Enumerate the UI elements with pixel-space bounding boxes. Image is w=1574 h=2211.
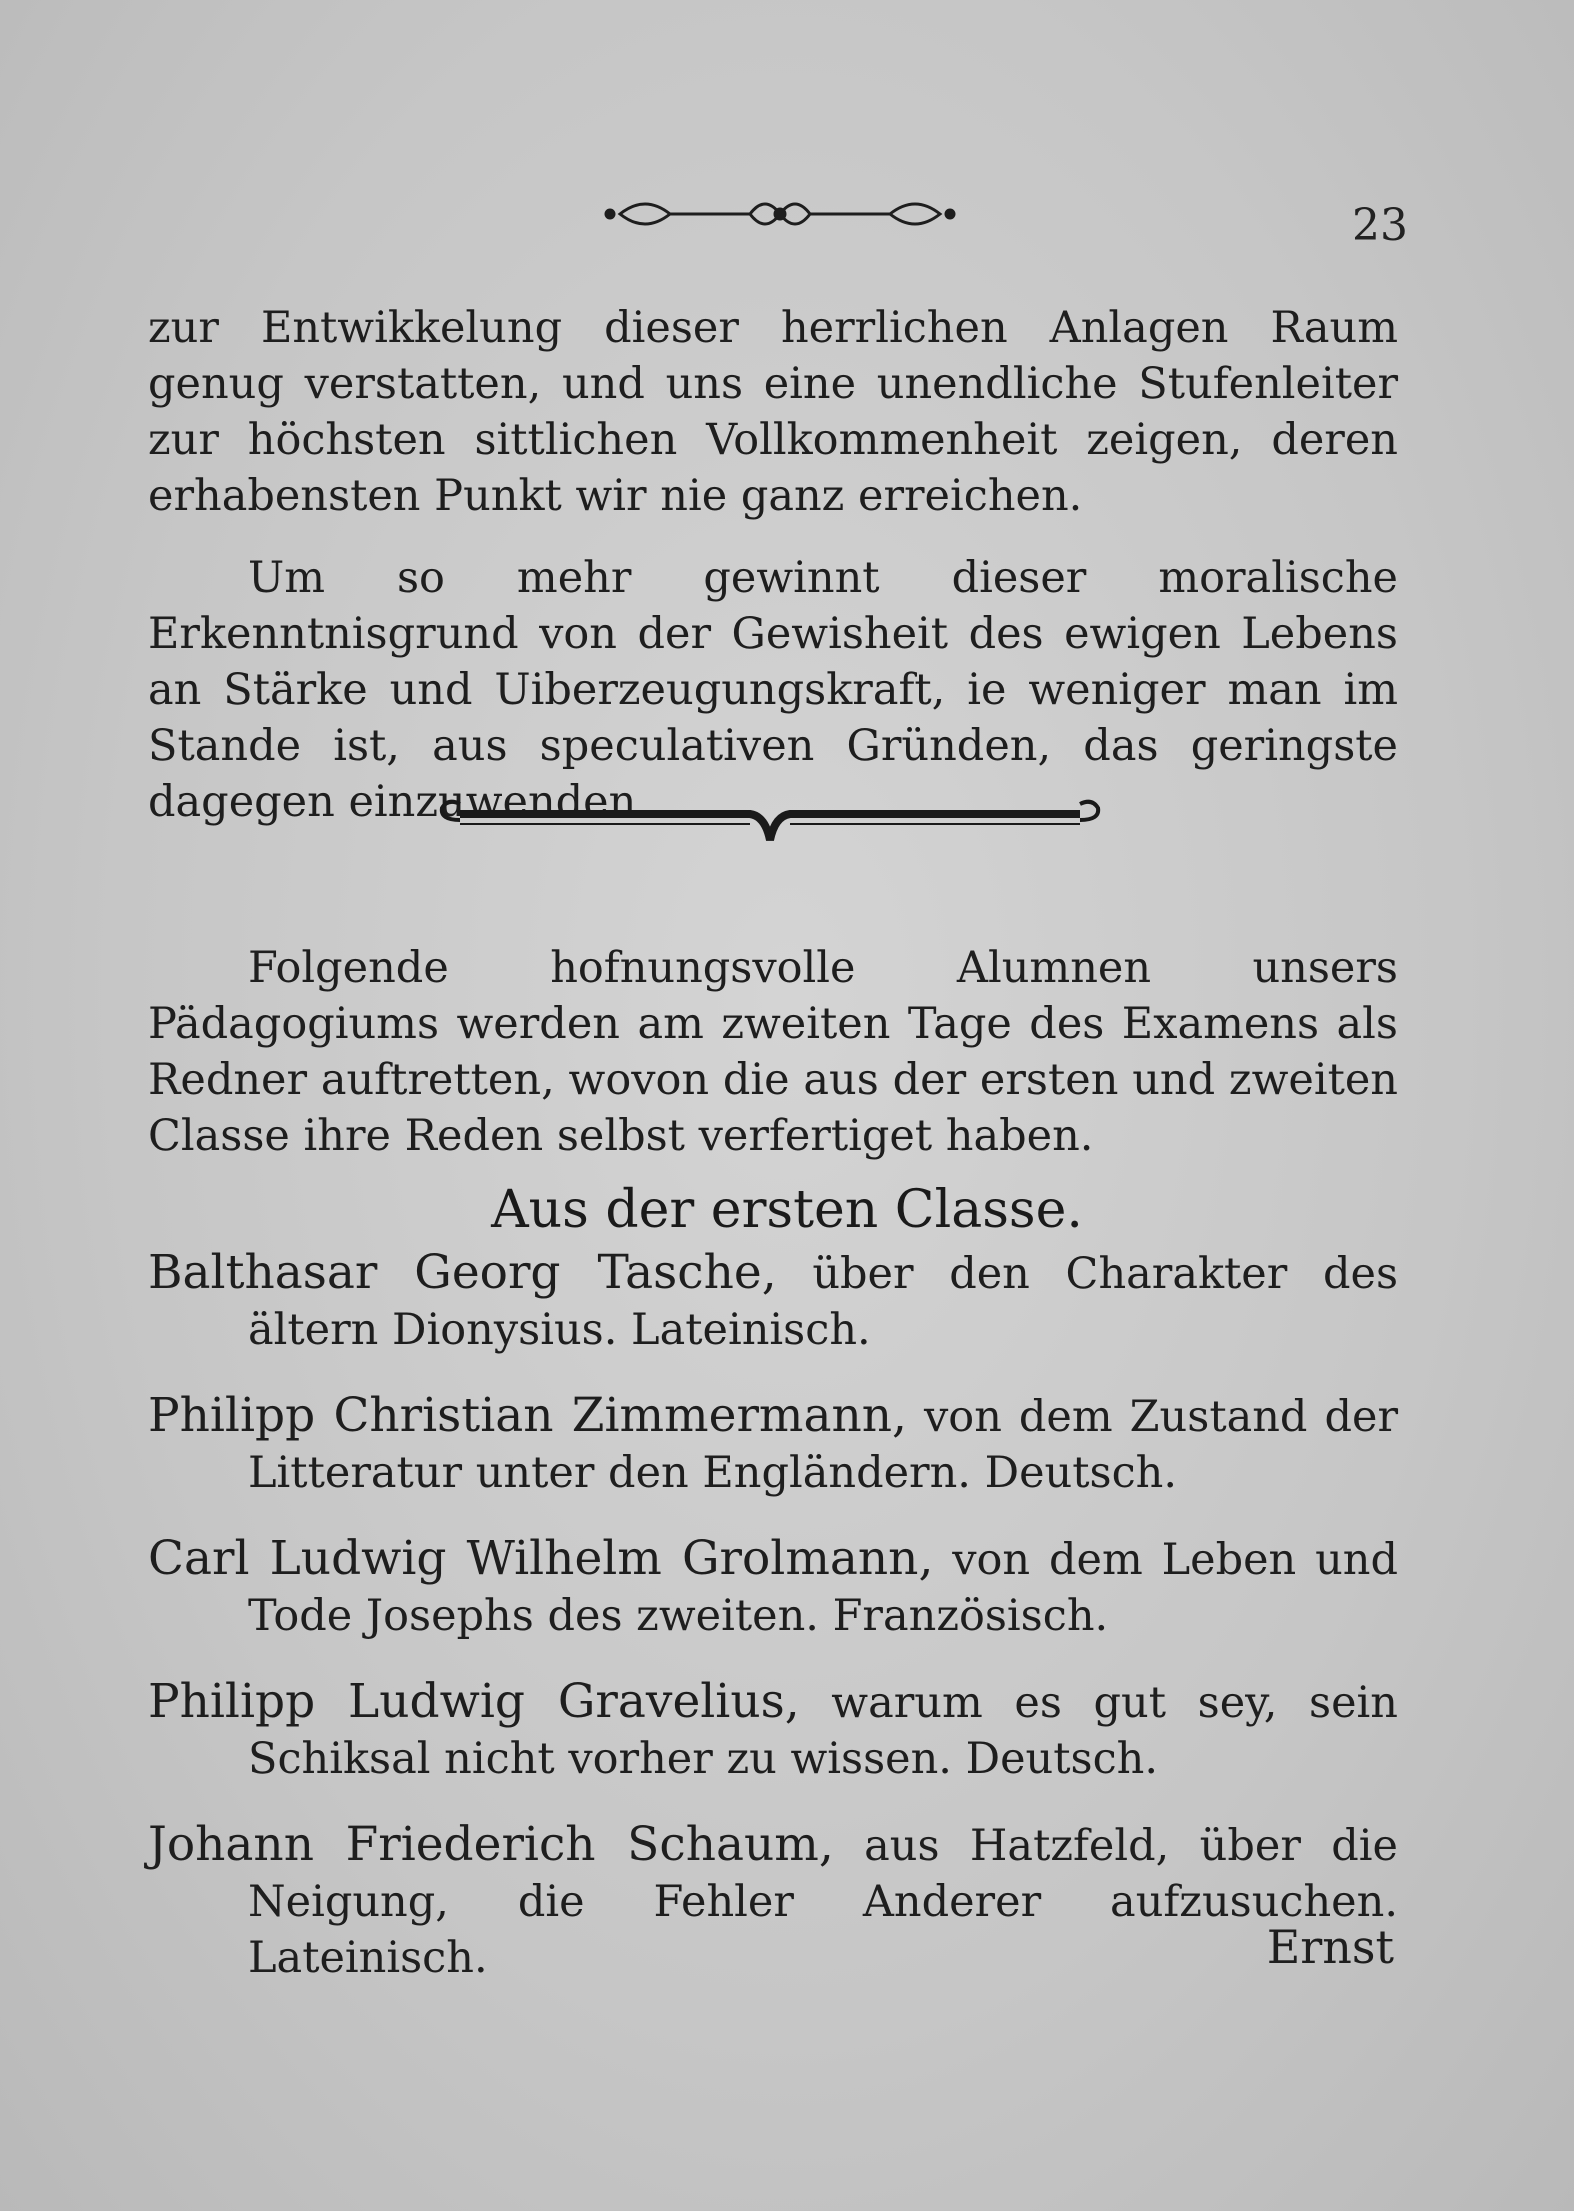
speaker-name: Philipp Ludwig Gravelius, [148, 1674, 800, 1729]
list-item [148, 1245, 1398, 1358]
speech-topic: aus Hatzfeld, über die Neigung, die Fehler Anderer aufzusuchen. Lateinisch. [248, 1821, 1399, 1983]
list-item [148, 1531, 1398, 1644]
page-number: 23 [1352, 200, 1408, 251]
list-item [148, 1674, 1398, 1787]
speaker-name: Philipp Christian Zimmermann, [148, 1388, 907, 1443]
speech-topic: von dem Leben und Tode Josephs des zweiten. Französisch. [248, 1535, 1398, 1641]
speaker-name: Johann Friederich Schaum, [148, 1817, 834, 1872]
speaker-name: Balthasar Georg Tasche, [148, 1245, 777, 1300]
speaker-name: Carl Ludwig Wilhelm Grolmann, [148, 1531, 934, 1586]
catchword: Ernst [1266, 1920, 1394, 1974]
speaker-list [148, 1245, 1398, 2016]
speech-topic: warum es gut sey, sein Schiksal nicht vorher zu wissen. Deutsch. [248, 1678, 1398, 1784]
speech-topic: von dem Zustand der Litteratur unter den Engländern. Deutsch. [248, 1392, 1398, 1498]
top-ornament [600, 186, 960, 242]
speech-topic: über den Charakter des ältern Dionysius. Lateinisch. [248, 1249, 1399, 1355]
divider-ornament [430, 790, 1110, 860]
section-heading: Aus der ersten Classe. [491, 1180, 1083, 1240]
list-item [148, 1817, 1398, 1986]
paragraph-3: Folgende hofnungsvolle Alumnen unsers Pädagogiums werden am zweiten Tage des Examens als Redner auftretten, wovon die aus der ersten und zweiten Classe ihre Reden selbst verfertiget haben. [148, 943, 1398, 1161]
paragraph-1: zur Entwikkelung dieser herrlichen Anlagen Raum genug verstatten, und uns eine unendliche Stufenleiter zur höchsten sittlichen Vollkommenheit zeigen, deren erhabensten Punkt wir nie ganz erreichen. [148, 303, 1398, 521]
list-item [148, 1388, 1398, 1501]
paragraph-2: Um so mehr gewinnt dieser moralische Erkenntnisgrund von der Gewisheit des ewigen Lebens an Stärke und Uiberzeugungskraft, ie weniger man im Stande ist, aus speculativen Gründen, das geringste dagegen einzuwenden. [148, 553, 1398, 827]
